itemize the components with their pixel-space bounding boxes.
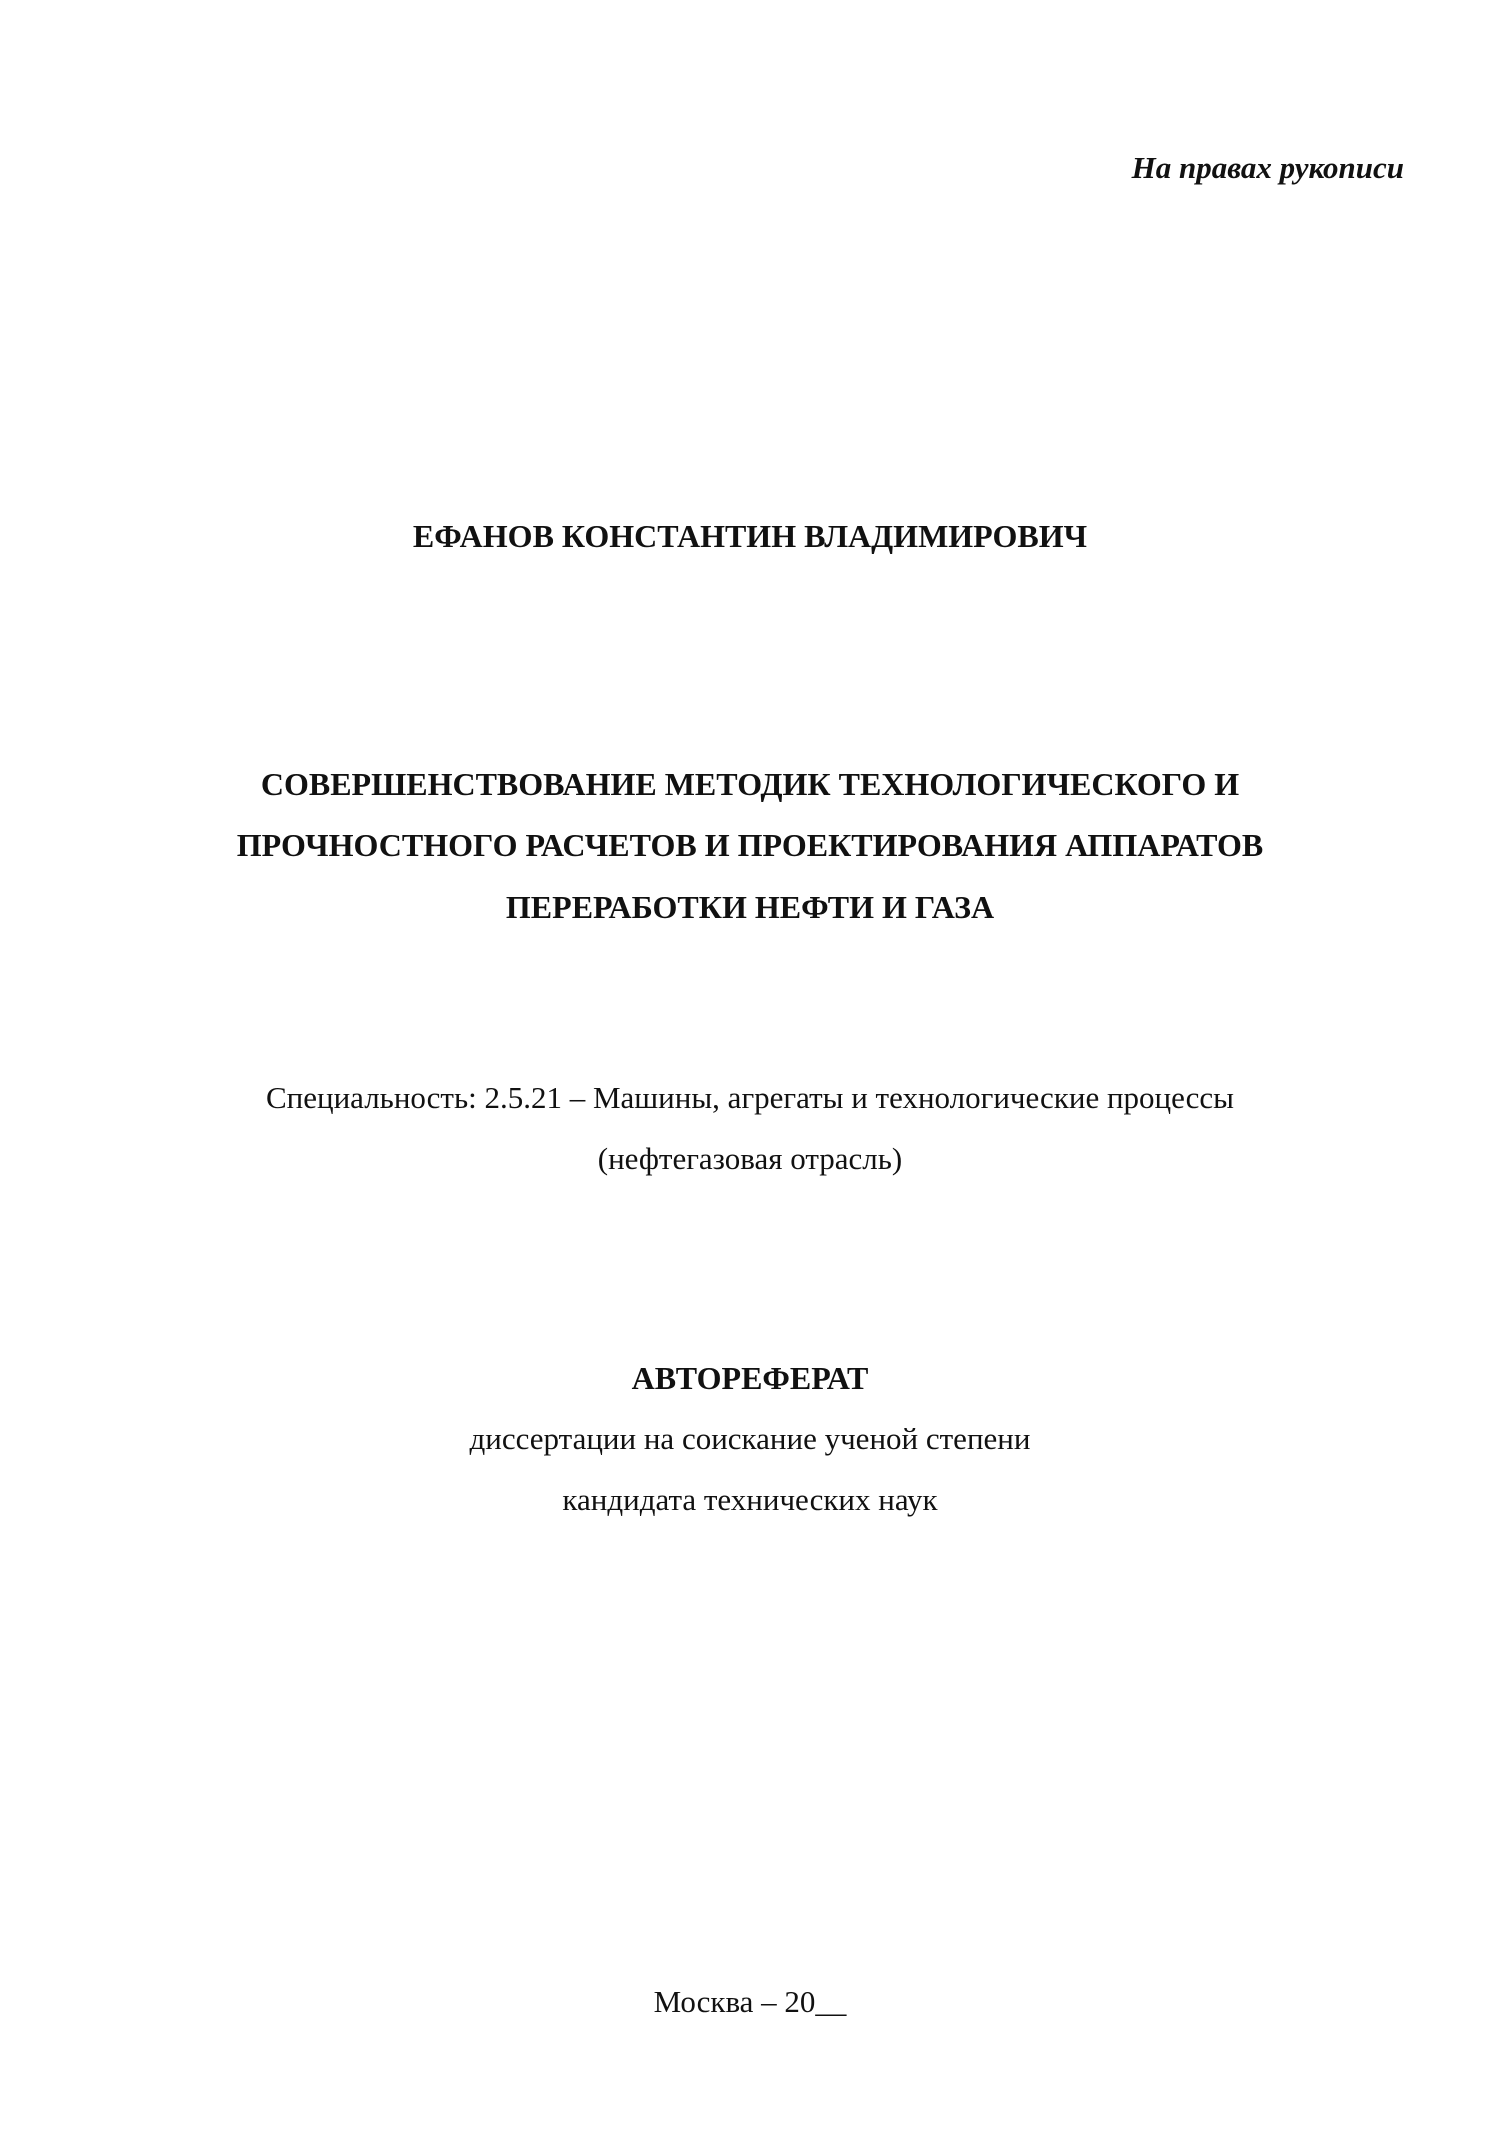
manuscript-rights-note: На правах рукописи [1131,150,1404,185]
degree-line-2: кандидата технических наук [562,1482,938,1517]
title-line-2: ПРОЧНОСТНОГО РАСЧЕТОВ И ПРОЕКТИРОВАНИЯ АППАРАТОВ [236,827,1264,863]
author-name: ЕФАНОВ КОНСТАНТИН ВЛАДИМИРОВИЧ [412,518,1088,554]
degree-line-1: диссертации на соискание ученой степени [469,1421,1031,1456]
title-line-3: ПЕРЕРАБОТКИ НЕФТИ И ГАЗА [505,889,995,925]
document-kind: АВТОРЕФЕРАТ [631,1360,869,1396]
specialty-line-1: Специальность: 2.5.21 – Машины, агрегаты и технологические процессы [265,1080,1235,1115]
place-and-year: Москва – 20__ [653,1984,847,2019]
title-line-1: СОВЕРШЕНСТВОВАНИЕ МЕТОДИК ТЕХНОЛОГИЧЕСКОГО И [260,766,1240,802]
specialty-line-2: (нефтегазовая отрасль) [597,1141,903,1176]
